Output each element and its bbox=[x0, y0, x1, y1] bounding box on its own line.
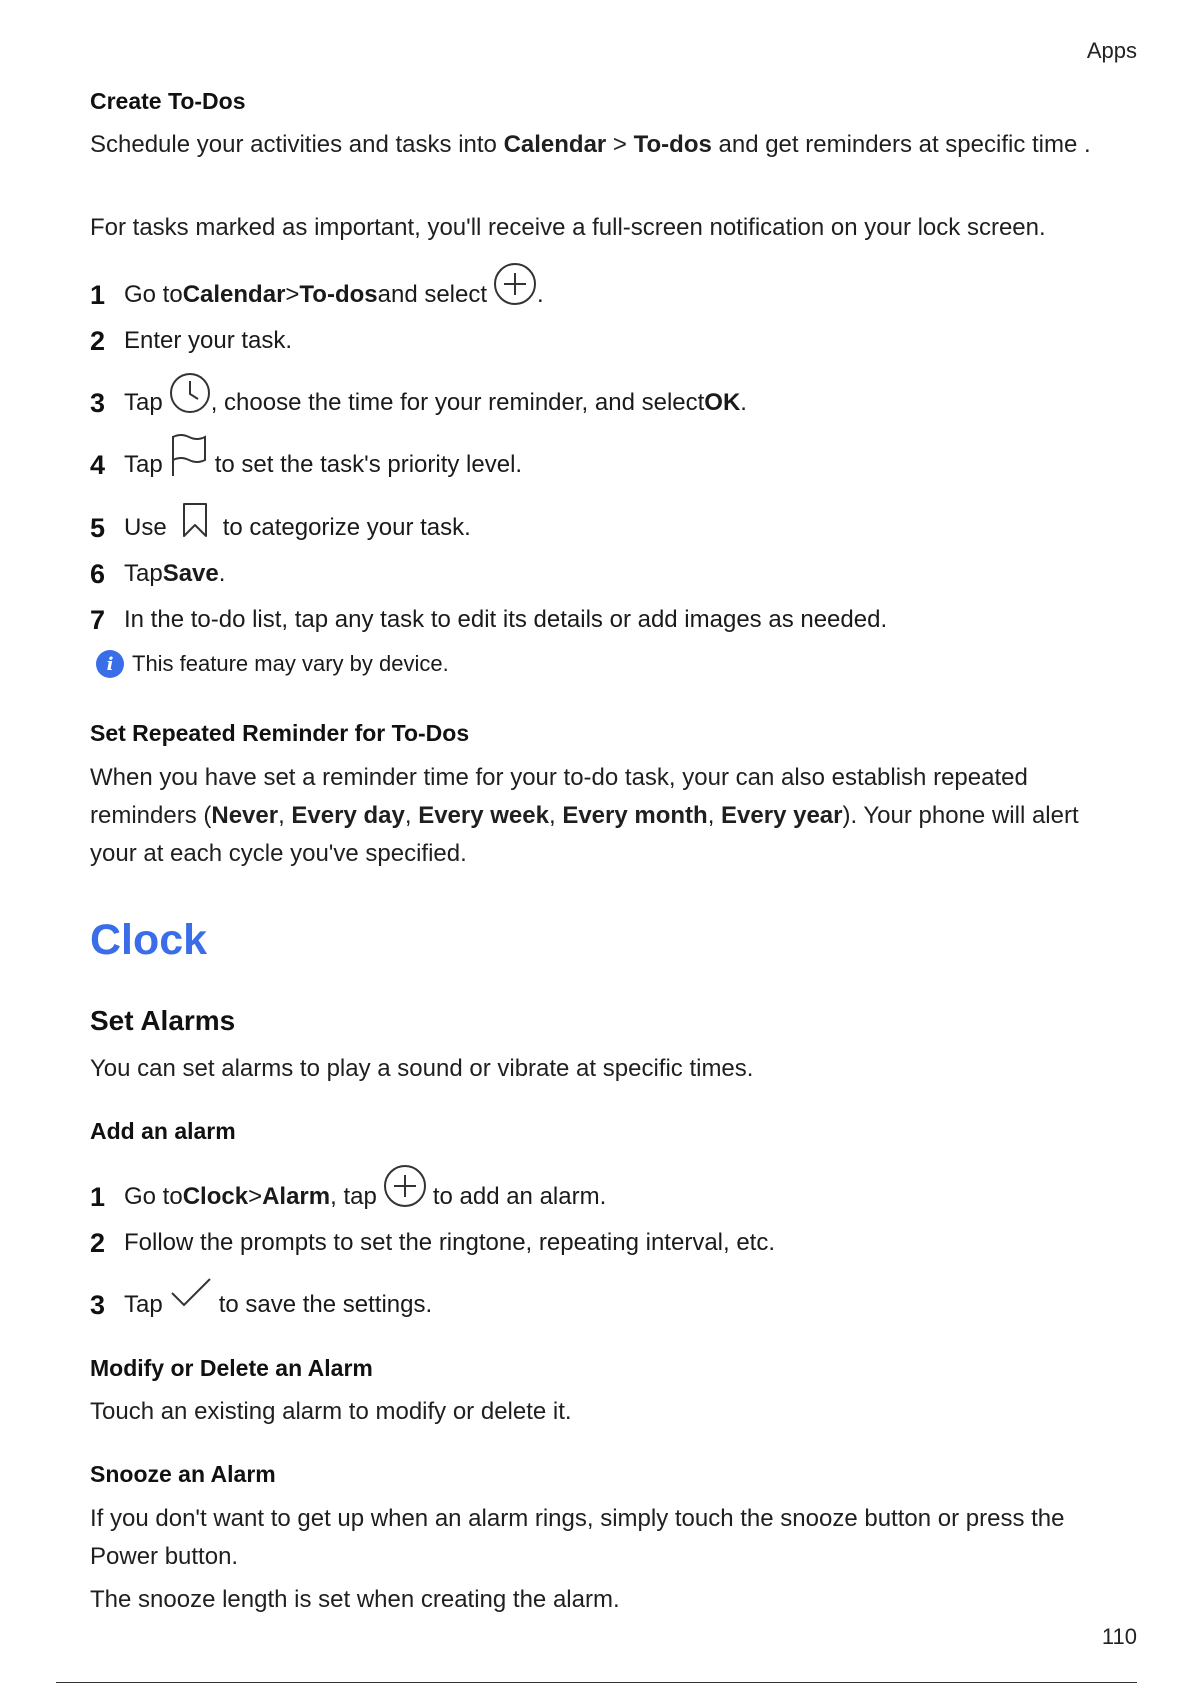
flag-icon bbox=[169, 432, 209, 478]
clock-section-title: Clock bbox=[90, 916, 208, 964]
section-header: Apps bbox=[1086, 38, 1137, 63]
add-circle-icon bbox=[493, 262, 537, 306]
set-alarms-desc: You can set alarms to play a sound or vibrate at specific times. bbox=[90, 1055, 754, 1082]
alarm-step-3: 3 Tap to save the settings. bbox=[90, 1285, 432, 1325]
add-alarm-heading: Add an alarm bbox=[90, 1118, 236, 1144]
device-note: i This feature may vary by device. bbox=[96, 650, 449, 678]
info-icon: i bbox=[96, 650, 124, 678]
checkmark-icon bbox=[169, 1276, 213, 1310]
todo-step-6: 6 Tap Save . bbox=[90, 558, 226, 589]
todo-step-2: 2 Enter your task. bbox=[90, 325, 293, 356]
todo-step-5: 5 Use to categorize your task. bbox=[90, 508, 471, 548]
todo-step-3: 3 Tap , choose the time for your reminder, and select OK . bbox=[90, 383, 747, 423]
todo-step-7: 7 In the to-do list, tap any task to edit its details or add images as needed. bbox=[90, 604, 888, 635]
clock-icon bbox=[169, 372, 211, 414]
bookmark-icon bbox=[181, 501, 209, 539]
alarm-step-2: 2 Follow the prompts to set the ringtone, repeating interval, etc. bbox=[90, 1227, 776, 1258]
todo-intro-1: Schedule your activities and tasks into Calendar > To-dos and get reminders at specific time . bbox=[90, 131, 1091, 158]
repeat-paragraph: When you have set a reminder time for your to-do task, your can also establish repeated reminders (Never, Every day, Every week, Every month, Every year). Your phone will alert your at each cycle you've specified. bbox=[90, 764, 1079, 867]
modify-alarm-heading: Modify or Delete an Alarm bbox=[90, 1355, 373, 1381]
todo-intro-2: For tasks marked as important, you'll receive a full-screen notification on your lock screen. bbox=[90, 214, 1046, 241]
create-todos-heading: Create To-Dos bbox=[90, 88, 246, 114]
alarm-step-1: 1 Go to Clock > Alarm , tap to add an alarm. bbox=[90, 1177, 606, 1217]
snooze-alarm-heading: Snooze an Alarm bbox=[90, 1461, 276, 1487]
add-circle-icon bbox=[383, 1164, 427, 1208]
modify-alarm-desc: Touch an existing alarm to modify or delete it. bbox=[90, 1398, 572, 1425]
snooze-alarm-desc: If you don't want to get up when an alarm rings, simply touch the snooze button or press the Power button. bbox=[90, 1505, 1065, 1570]
todo-step-1: 1 Go to Calendar > To-dos and select . bbox=[90, 275, 544, 315]
todo-step-4: 4 Tap to set the task's priority level. bbox=[90, 445, 522, 485]
footer-divider bbox=[56, 1682, 1137, 1683]
repeat-heading: Set Repeated Reminder for To-Dos bbox=[90, 720, 470, 746]
page-number: 110 bbox=[1101, 1624, 1137, 1649]
set-alarms-heading: Set Alarms bbox=[90, 1005, 236, 1036]
snooze-length-note: The snooze length is set when creating the alarm. bbox=[90, 1586, 620, 1613]
